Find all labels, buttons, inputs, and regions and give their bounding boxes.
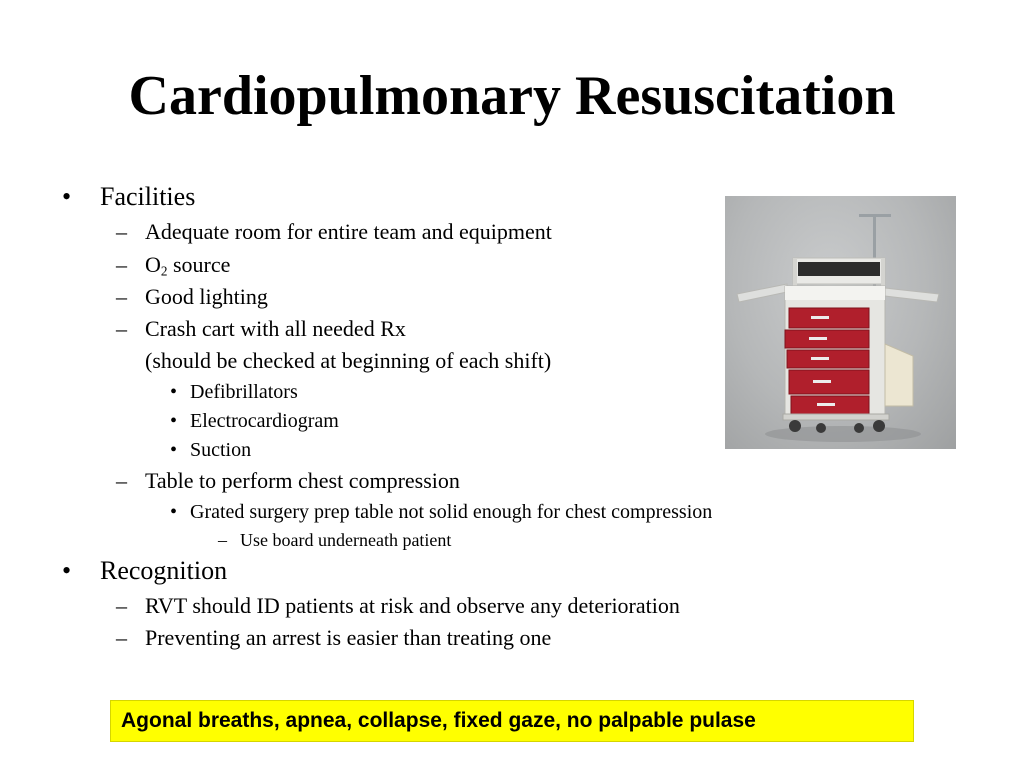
list-item-text: Use board underneath patient: [240, 530, 452, 550]
dash-marker: –: [116, 625, 127, 650]
crash-cart-photo: [725, 196, 956, 449]
slide-title: Cardiopulmonary Resuscitation: [128, 65, 896, 127]
list-item-text: [145, 251, 230, 279]
dash-marker: –: [116, 468, 127, 493]
dash-marker: –: [116, 316, 127, 341]
bullet-marker: •: [170, 381, 178, 403]
facilities-heading: Facilities: [100, 182, 196, 211]
list-item-text: Electrocardiogram: [190, 410, 339, 432]
bullet-marker: •: [170, 439, 178, 461]
bullet-marker: •: [170, 410, 178, 432]
dash-marker: –: [116, 284, 127, 309]
recognition-heading: Recognition: [100, 556, 228, 585]
bullet-marker: •: [62, 556, 72, 585]
list-item-text: RVT should ID patients at risk and observe any deterioration: [145, 593, 680, 618]
dash-marker: –: [218, 530, 227, 550]
crash-cart-illustration: [725, 196, 956, 449]
list-item-text: Defibrillators: [190, 381, 298, 403]
bullet-marker: •: [62, 182, 72, 211]
bullet-marker: •: [170, 501, 178, 523]
dash-marker: –: [116, 219, 127, 244]
dash-marker: –: [116, 252, 127, 277]
list-item-text: Adequate room for entire team and equipment: [145, 219, 552, 244]
list-item-text: Crash cart with all needed Rx: [145, 316, 406, 341]
warning-callout: Agonal breaths, apnea, collapse, fixed gaze, no palpable pulase: [110, 700, 914, 742]
dash-marker: –: [116, 593, 127, 618]
list-item-text: Grated surgery prep table not solid enough for chest compression: [190, 501, 713, 523]
o2-symbol: O: [145, 252, 161, 277]
list-item-text: Good lighting: [145, 284, 268, 309]
crash-cart-note: (should be checked at beginning of each shift): [145, 348, 552, 373]
list-item-text: Suction: [190, 439, 252, 461]
o2-source-word: source: [167, 252, 231, 277]
list-item-text: Preventing an arrest is easier than treating one: [145, 625, 552, 650]
o2-subscript: 2: [160, 263, 168, 279]
list-item-text: Table to perform chest compression: [145, 468, 460, 493]
